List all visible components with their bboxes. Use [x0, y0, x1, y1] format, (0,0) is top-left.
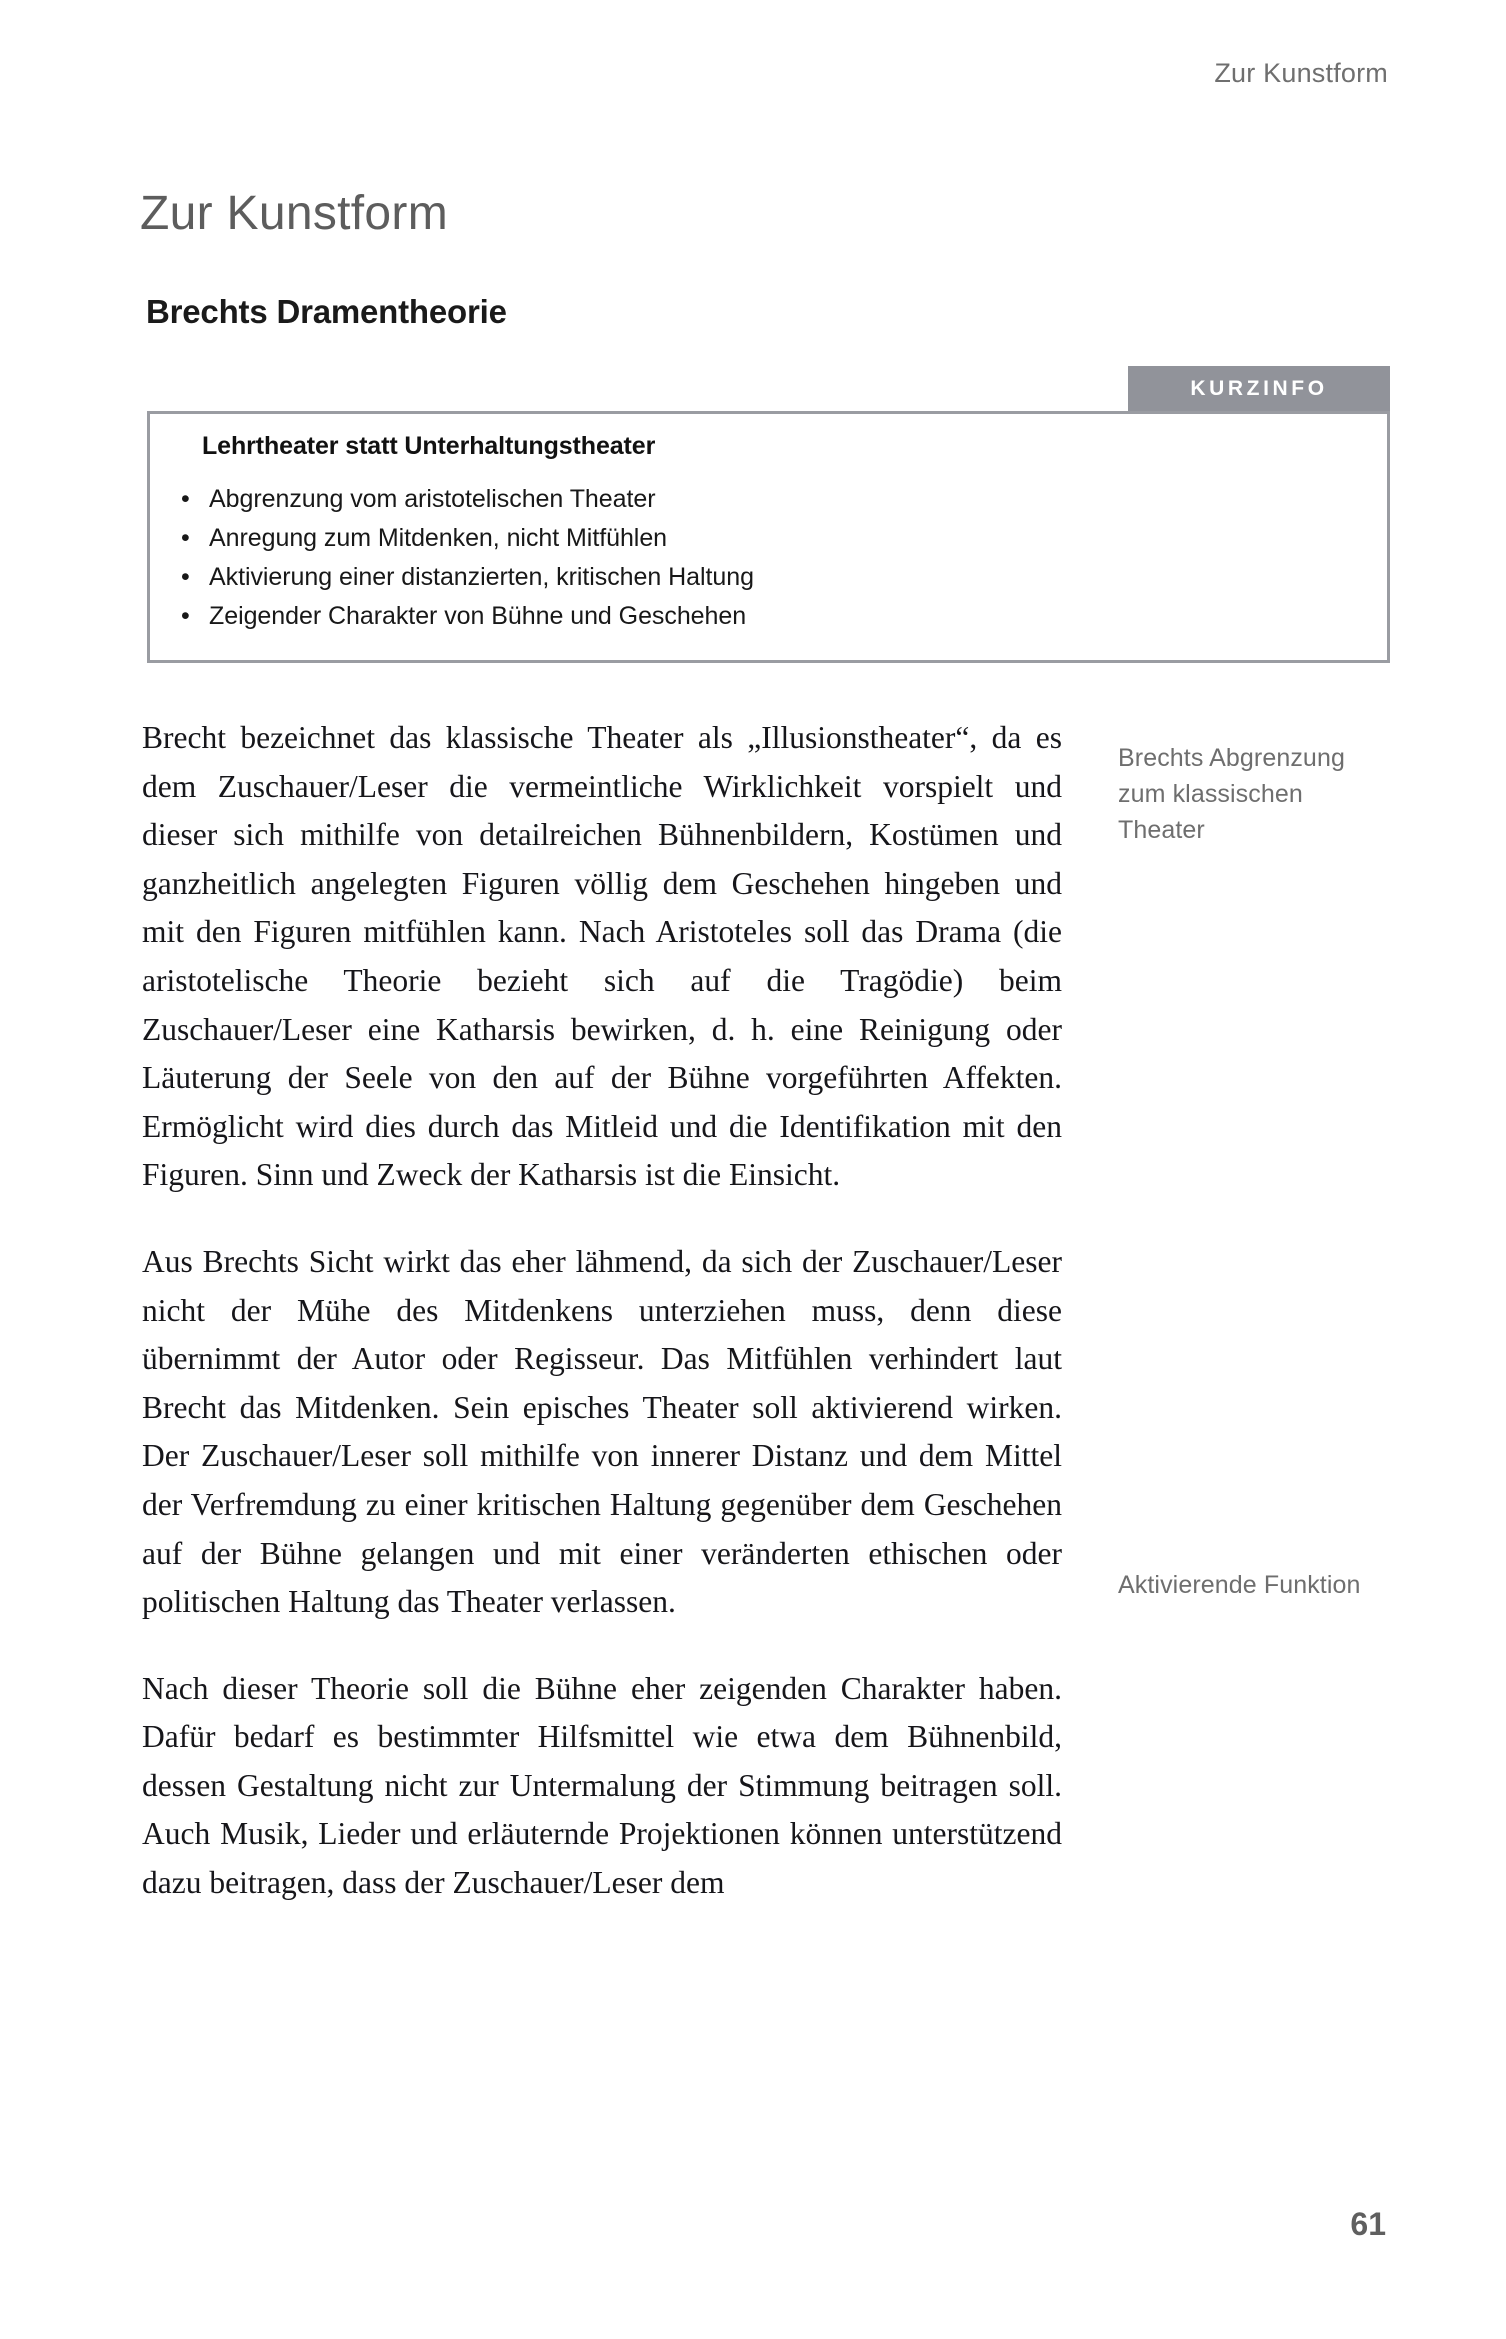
bullet-icon: • — [181, 602, 190, 630]
list-item-label: Aktivierung einer distanzierten, kritischen Haltung — [209, 563, 754, 591]
body-paragraph: Nach dieser Theorie soll die Bühne eher zeigenden Charakter haben. Dafür bedarf es bestimmter Hilfsmittel wie etwa dem Bühnenbild, dessen Gestaltung nicht zur Untermalung der Stimmung beitragen soll. Auch Musik, Lieder und erläuternde Projektionen können unterstützend dazu beitragen, dass der Zuschauer/Leser dem — [142, 1670, 1062, 1901]
kurzinfo-heading: Lehrtheater statt Unterhaltungstheater — [202, 432, 656, 460]
list-item — [174, 597, 754, 636]
body-paragraph: Aus Brechts Sicht wirkt das eher lähmend, da sich der Zuschauer/Leser nicht der Mühe des Mitdenkens unterziehen muss, denn diese übernimmt der Autor oder Regisseur. Das Mitfühlen verhindert laut Brecht das Mitdenken. Sein episches Theater soll aktivierend wirken. Der Zuschauer/Leser soll mithilfe von innerer Distanz und dem Mittel der Verfremdung zu einer kritischen Haltung gegenüber dem Geschehen auf der Bühne gelangen und mit einer veränderten ethischen oder politischen Haltung das Theater verlassen. — [142, 1243, 1062, 1620]
margin-note: Aktivierende Funktion — [1118, 1571, 1361, 1599]
margin-note: Brechts Abgrenzung zum klassischen Theater — [1118, 744, 1345, 844]
list-item-label: Anregung zum Mitdenken, nicht Mitfühlen — [209, 524, 668, 552]
page-number: 61 — [1350, 2206, 1386, 2242]
running-header: Zur Kunstform — [1214, 58, 1388, 88]
kurzinfo-box — [147, 411, 1390, 663]
list-item — [174, 558, 754, 597]
kurzinfo-list — [174, 480, 754, 636]
list-item — [174, 480, 754, 519]
list-item — [174, 519, 754, 558]
bullet-icon: • — [181, 485, 190, 513]
list-item-label: Abgrenzung vom aristotelischen Theater — [209, 485, 656, 513]
bullet-icon: • — [181, 524, 190, 552]
bullet-icon: • — [181, 563, 190, 591]
section-heading: Brechts Dramentheorie — [146, 293, 507, 330]
body-paragraph: Brecht bezeichnet das klassische Theater als „Illusionstheater“, da es dem Zuschauer/Leser die vermeintliche Wirklichkeit vorspielt und dieser sich mithilfe von detailreichen Bühnenbildern, Kostümen und ganzheitlich angelegten Figuren völlig dem Geschehen hingeben und mit den Figuren mitfühlen kann. Nach Aristoteles soll das Drama (die aristotelische Theorie bezieht sich auf die Tragödie) beim Zuschauer/Leser eine Katharsis bewirken, d. h. eine Reinigung oder Läuterung der Seele von den auf der Bühne vorgeführten Affekten. Ermöglicht wird dies durch das Mitleid und die Identifikation mit den Figuren. Sinn und Zweck der Katharsis ist die Einsicht. — [142, 720, 1062, 1193]
list-item-label: Zeigender Charakter von Bühne und Geschehen — [209, 602, 747, 630]
page-title: Zur Kunstform — [140, 187, 448, 240]
kurzinfo-tab-label: KURZINFO — [1128, 366, 1390, 412]
body-text-column — [142, 714, 1062, 1908]
